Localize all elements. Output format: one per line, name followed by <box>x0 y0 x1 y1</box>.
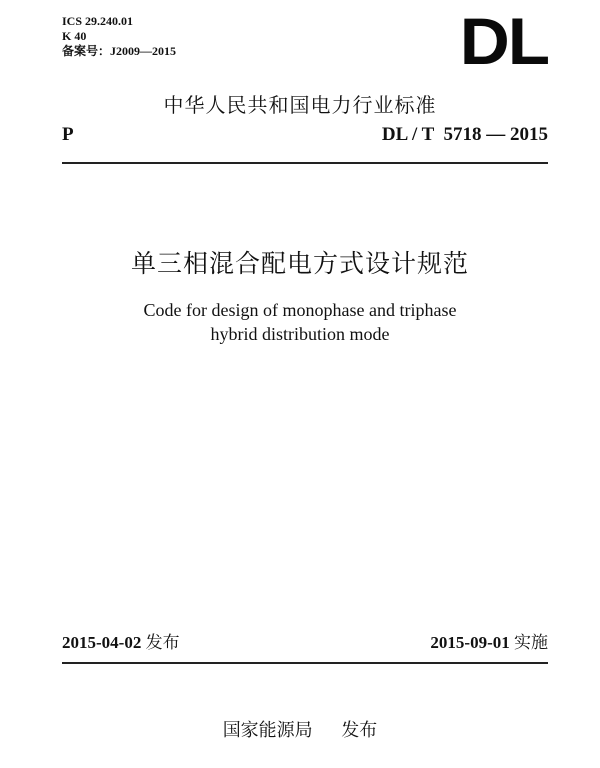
implementation-date: 2015-09-01 <box>430 633 510 652</box>
english-title-line-2: hybrid distribution mode <box>210 324 390 344</box>
standard-number: DL / T 5718 — 2015 <box>381 124 548 145</box>
top-divider <box>62 162 548 164</box>
implementation-date-block <box>430 628 548 653</box>
bottom-divider <box>62 662 548 664</box>
publisher-label: 发布 <box>341 720 378 741</box>
document-title-chinese: 单三相混合配电方式设计规范 <box>130 249 469 278</box>
issue-label: 发布 <box>145 633 180 653</box>
ccs-code: K 40 <box>62 29 87 43</box>
issue-date: 2015-04-02 <box>62 633 142 652</box>
document-title-english <box>0 298 600 346</box>
publisher-org: 国家能源局 <box>222 720 313 741</box>
classification-letter: P <box>62 124 74 145</box>
ics-code: ICS 29.240.01 <box>62 14 134 28</box>
classification-block <box>62 14 176 59</box>
implementation-label: 实施 <box>514 633 548 653</box>
dl-logo: DL <box>459 4 548 78</box>
english-title-line-1: Code for design of monophase and triphase <box>143 300 457 320</box>
issue-date-block <box>62 628 180 653</box>
publisher-line <box>0 716 600 742</box>
standard-category-title: 中华人民共和国电力行业标准 <box>163 93 437 117</box>
record-number: 备案号：J2009—2015 <box>62 44 177 58</box>
